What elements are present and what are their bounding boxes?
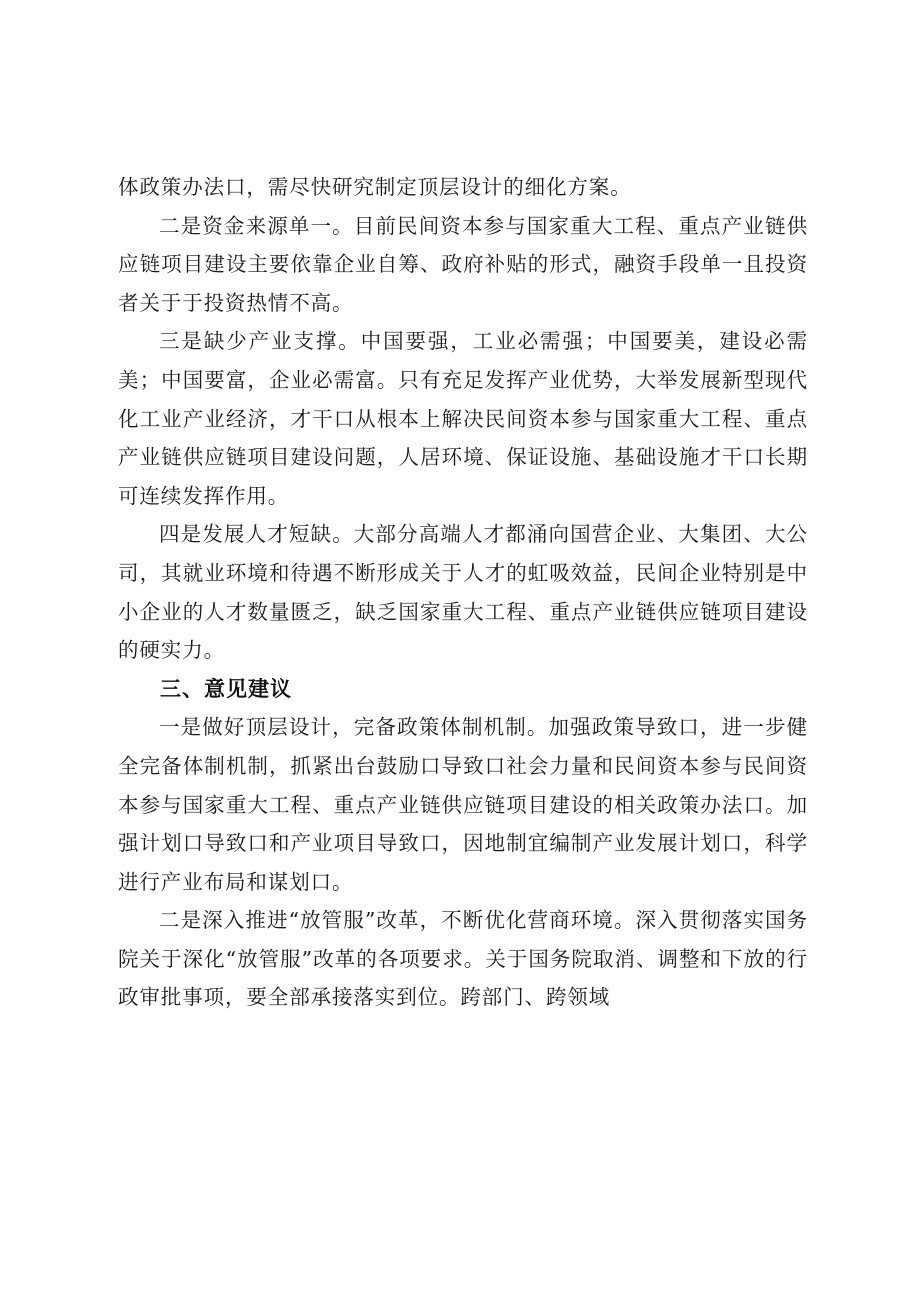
- document-body: [118, 168, 808, 1017]
- paragraph-reform: 二是深入推进“放管服”改革，不断优化营商环境。深入贯彻落实国务院关于深化“放管服”改革的各项要求。关于国务院取消、调整和下放的行政审批事项，要全部承接落实到位。跨部门、跨领域: [118, 908, 808, 1010]
- section-heading-suggestions: 三、意见建议: [160, 676, 292, 701]
- paragraph-funding-source: 二是资金来源单一。目前民间资本参与国家重大工程、重点产业链供应链项目建设主要依靠企业自筹、政府补贴的形式，融资手段单一且投资者关于于投资热情不高。: [118, 213, 808, 315]
- paragraph-continuation: 体政策办法口，需尽快研究制定顶层设计的细化方案。: [118, 175, 632, 199]
- paragraph-talent-shortage: 四是发展人才短缺。大部分高端人才都涌向国营企业、大集团、大公司，其就业环境和待遇不断形成关于人才的虹吸效益，民间企业特别是中小企业的人才数量匮乏，缺乏国家重大工程、重点产业链供应链项目建设的硬实力。: [118, 522, 808, 663]
- paragraph-industry-support: 三是缺少产业支撑。中国要强，工业必需强；中国要美，建设必需美；中国要富，企业必需富。只有充足发挥产业优势，大举发展新型现代化工业产业经济，才干口从根本上解决民间资本参与国家重大工程、重点产业链供应链项目建设问题，人居环境、保证设施、基础设施才干口长期可连续发挥作用。: [118, 329, 808, 508]
- paragraph-top-level-design: 一是做好顶层设计，完备政策体制机制。加强政策导致口，进一步健全完备体制机制，抓紧出台鼓励口导致口社会力量和民间资本参与民间资本参与国家重大工程、重点产业链供应链项目建设的相关政策办法口。加强计划口导致口和产业项目导致口，因地制宜编制产业发展计划口，科学进行产业布局和谋划口。: [118, 715, 808, 894]
